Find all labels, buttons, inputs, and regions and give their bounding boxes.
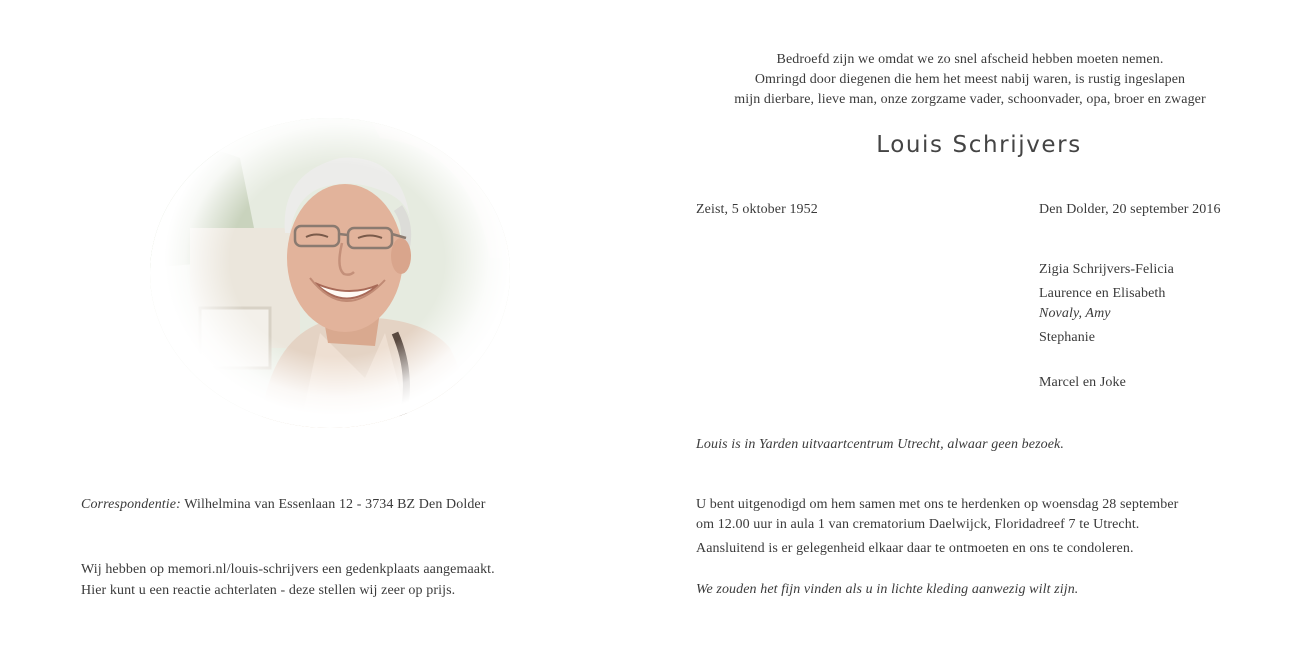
family-member-3: Stephanie: [1039, 330, 1096, 345]
portrait-vignette: [150, 118, 510, 428]
intro-line-2: Omringd door diegenen die hem het meest nabij waren, is rustig ingeslapen: [754, 72, 1186, 87]
correspondence-address: Wilhelmina van Essenlaan 12 - 3734 BZ Den Dolder: [184, 497, 486, 512]
deceased-name: Louis Schrijvers: [876, 132, 1082, 158]
memori-suffix: een gedenkplaats aangemaakt.: [318, 562, 495, 577]
invite-line-3: Aansluitend is er gelegenheid elkaar daar te ontmoeten en ons te condoleren.: [696, 541, 1134, 556]
family-member-1: Zigia Schrijvers-Felicia: [1039, 262, 1174, 277]
memori-prefix: Wij hebben op: [81, 562, 168, 577]
intro-line-1: Bedroefd zijn we omdat we zo snel afscheid hebben moeten nemen.: [776, 52, 1164, 67]
birth-line: Zeist, 5 oktober 1952: [696, 202, 818, 217]
closing-note: We zouden het fijn vinden als u in lichte kleding aanwezig wilt zijn.: [696, 582, 1079, 597]
death-line: Den Dolder, 20 september 2016: [1039, 202, 1221, 217]
family-member-4: Marcel en Joke: [1039, 375, 1126, 390]
memori-link[interactable]: memori.nl/louis-schrijvers: [167, 562, 319, 577]
memori-line-2: Hier kunt u een reactie achterlaten - deze stellen wij zeer op prijs.: [81, 583, 456, 598]
invite-line-2: om 12.00 uur in aula 1 van crematorium Daelwijck, Floridadreef 7 te Utrecht.: [696, 517, 1140, 532]
intro-line-3: mijn dierbare, lieve man, onze zorgzame vader, schoonvader, opa, broer en zwager: [734, 92, 1206, 107]
family-member-2: Laurence en Elisabeth: [1039, 286, 1166, 301]
portrait-photo: [150, 118, 510, 428]
location-note: Louis is in Yarden uitvaartcentrum Utrecht, alwaar geen bezoek.: [696, 437, 1064, 452]
memori-line-1: [81, 562, 495, 578]
correspondence-line: [81, 497, 486, 513]
correspondence-label: Correspondentie:: [81, 497, 181, 512]
family-member-2-children: Novaly, Amy: [1039, 306, 1111, 321]
invite-line-1: U bent uitgenodigd om hem samen met ons te herdenken op woensdag 28 september: [696, 497, 1179, 512]
